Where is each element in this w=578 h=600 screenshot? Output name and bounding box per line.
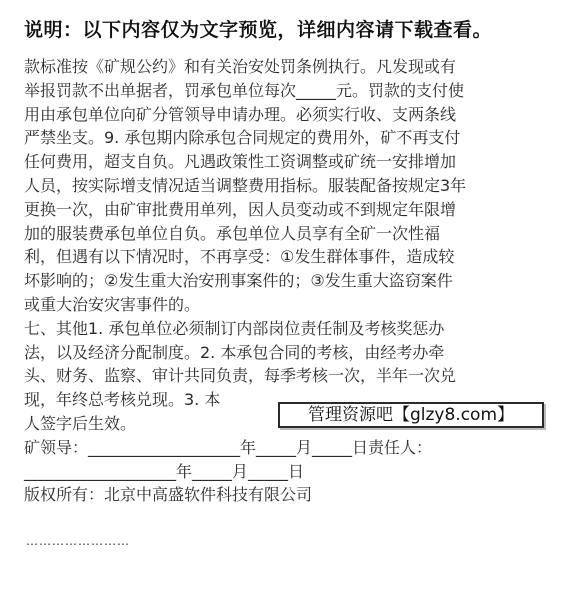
text-line: 加的服装费承包单位自负。承包单位人员享有全矿一次性福 bbox=[24, 223, 441, 243]
signature-line: ___________________年_____月_____日 bbox=[24, 461, 305, 481]
text-line: 严禁坐支。9. 承包期内除承包合同规定的费用外，矿不再支付 bbox=[24, 128, 461, 148]
preview-notice: 说明：以下内容仅为文字预览，详细内容请下载查看。 bbox=[24, 19, 493, 41]
text-line: 头、财务、监察、审计共同负责，每季考核一次，半年一次兑 bbox=[24, 366, 457, 386]
text-line: 款标准按《矿规公约》和有关治安处罚条例执行。凡发现或有 bbox=[24, 57, 457, 76]
signature-line: 矿领导：___________________年_____月_____日责任人： bbox=[24, 437, 433, 457]
watermark-banner: 管理资源吧【glzy8.com】 bbox=[278, 402, 544, 428]
text-line: 现，年终总考核兑现。3. 本 bbox=[24, 390, 221, 410]
text-line: 人签字后生效。 bbox=[24, 413, 137, 433]
text-line: 利，但遇有以下情况时，不再享受：①发生群体事件，造成较 bbox=[24, 247, 455, 267]
text-line: 坏影响的；②发生重大治安刑事案件的；③发生重大盗窃案件 bbox=[24, 271, 453, 291]
text-line: 用由承包单位向矿分管领导申请办理。必须实行收、支两条线 bbox=[24, 104, 457, 124]
text-line: 法，以及经济分配制度。2. 本承包合同的考核，由经考办牵 bbox=[24, 342, 445, 362]
text-line: 更换一次，由矿审批费用单列，因人员变动或不到规定年限增 bbox=[24, 199, 457, 219]
text-line: 人员，按实际增支情况适当调整费用指标。服装配备按规定3年 bbox=[24, 175, 467, 195]
document-body bbox=[24, 55, 544, 507]
text-line: 或重大治安灾害事件的。 bbox=[24, 294, 201, 314]
ellipsis-dots: …………………… bbox=[26, 534, 130, 548]
text-line: 任何费用，超支自负。凡遇政策性工资调整或矿统一安排增加 bbox=[24, 152, 457, 172]
copyright-line: 版权所有：北京中高盛软件科技有限公司 bbox=[24, 485, 313, 505]
text-line: 七、其他1. 承包单位必须制订内部岗位责任制及考核奖惩办 bbox=[24, 318, 445, 338]
text-line: 举报罚款不出单据者，罚承包单位每次_____元。罚款的支付使 bbox=[24, 80, 465, 100]
